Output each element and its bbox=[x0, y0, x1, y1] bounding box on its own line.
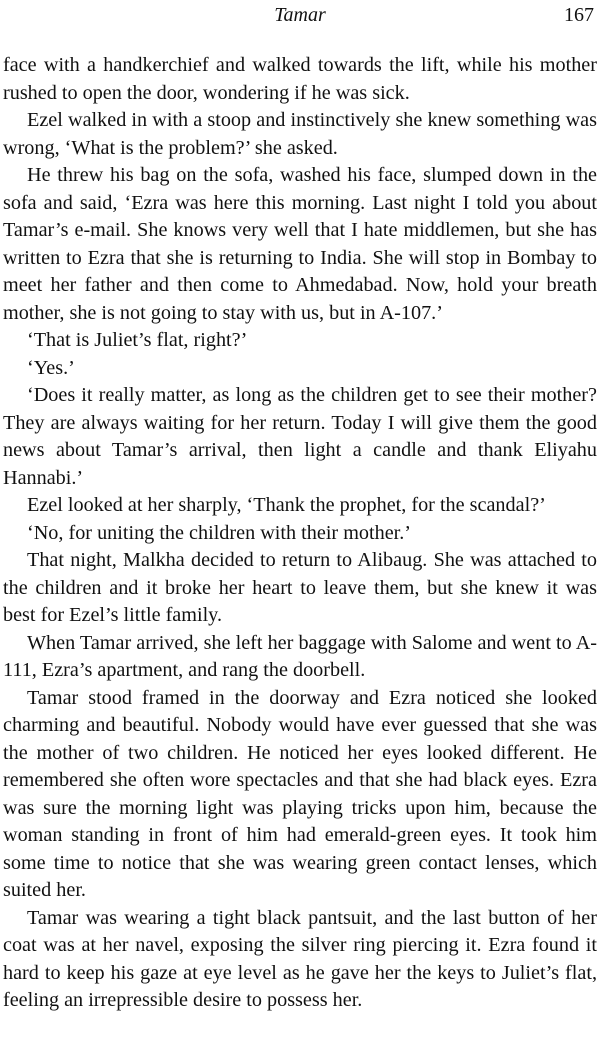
paragraph: face with a handkerchief and walked towards the lift, while his mother rushed to open the door, wondering if he was sick. bbox=[3, 54, 597, 104]
running-title: Tamar bbox=[274, 4, 326, 26]
body-text bbox=[3, 52, 597, 1015]
running-head bbox=[0, 2, 600, 32]
paragraph: ‘Does it really matter, as long as the children get to see their mother? They are always waiting for her return. Today I will give them the good news about Tamar’s arrival, then light a candle and thank Eliyahu Hannabi.’ bbox=[3, 384, 597, 489]
paragraph: ‘Yes.’ bbox=[27, 356, 75, 379]
page-number: 167 bbox=[564, 4, 594, 26]
paragraph: Ezel walked in with a stoop and instinctively she knew something was wrong, ‘What is the problem?’ she asked. bbox=[3, 109, 597, 159]
paragraph: Tamar was wearing a tight black pantsuit, and the last button of her coat was at her navel, exposing the silver ring piercing it. Ezra found it hard to keep his gaze at eye level as he gave her the keys to Juliet’s flat, feeling an irrepressible desire to possess her. bbox=[3, 906, 597, 1011]
paragraph: ‘That is Juliet’s flat, right?’ bbox=[27, 329, 248, 351]
paragraph: Ezel looked at her sharply, ‘Thank the prophet, for the scandal?’ bbox=[27, 494, 546, 516]
paragraph: He threw his bag on the sofa, washed his face, slumped down in the sofa and said, ‘Ezra was here this morning. Last night I told you about Tamar’s e-mail. She knows very well that I hate middlemen, but she has written to Ezra that she is returning to India. She will stop in Bombay to meet her father and then come to Ahmedabad. Now, hold your breath mother, she is not going to stay with us, but in A-107.’ bbox=[3, 164, 597, 324]
paragraph: When Tamar arrived, she left her baggage with Salome and went to A-111, Ezra’s apartment, and rang the doorbell. bbox=[3, 631, 597, 681]
paragraph: ‘No, for uniting the children with their mother.’ bbox=[27, 521, 412, 544]
paragraph: That night, Malkha decided to return to Alibaug. She was attached to the children and it broke her heart to leave them, but she knew it was best for Ezel’s little family. bbox=[3, 549, 597, 626]
paragraph: Tamar stood framed in the doorway and Ezra noticed she looked charming and beautiful. Nobody would have ever guessed that she was the mother of two children. He noticed her eyes looked different. He remembered she often wore spectacles and that she had black eyes. Ezra was sure the morning light was playing tricks upon him, because the woman standing in front of him had emerald-green eyes. It took him some time to notice that she was wearing green contact lenses, which suited her. bbox=[3, 686, 597, 901]
